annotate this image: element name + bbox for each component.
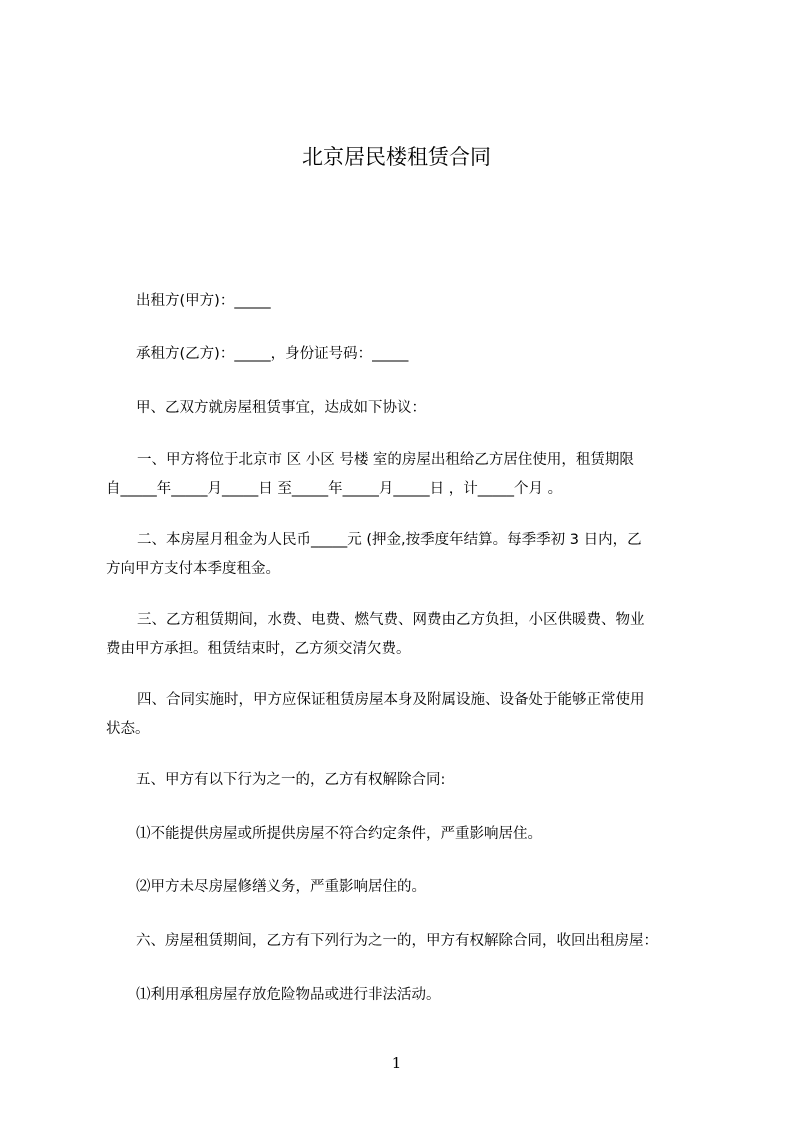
clause-2 [106, 526, 706, 584]
clause-3-line-1: 三、乙方租赁期间，水费、电费、燃气费、网费由乙方负担，小区供暖费、物业 [137, 612, 645, 628]
clause-5: 五、甲方有以下行为之一的，乙方有权解除合同: [136, 772, 446, 788]
clause-1 [106, 446, 706, 504]
page-number: 1 [391, 1054, 402, 1072]
clause-5-item-1: ⑴不能提供房屋或所提供房屋不符合约定条件，严重影响居住。 [136, 826, 542, 842]
party-b-line: 承租方(乙方)：_____，身份证号码：_____ [136, 346, 409, 362]
intro-line: 甲、乙双方就房屋租赁事宜，达成如下协议： [136, 400, 426, 416]
clause-5-item-2: ⑵甲方未尽房屋修缮义务，严重影响居住的。 [136, 879, 426, 895]
clause-4-line-1: 四、合同实施时，甲方应保证租赁房屋本身及附属设施、设备处于能够正常使用 [137, 692, 645, 708]
document-title: 北京居民楼租赁合同 [302, 145, 491, 169]
party-a-line: 出租方(甲方)：_____ [136, 293, 271, 309]
clause-2-line-1: 二、本房屋月租金为人民币_____元 (押金,按季度年结算。每季季初 3 日内，乙 [137, 532, 642, 548]
clause-4 [106, 686, 706, 744]
clause-6-item-1: ⑴利用承租房屋存放危险物品或进行非法活动。 [136, 987, 441, 1003]
clause-1-line-1: 一、甲方将位于北京市 区 小区 号楼 室的房屋出租给乙方居住使用，租赁期限 [137, 452, 634, 468]
clause-6: 六、房屋租赁期间，乙方有下列行为之一的，甲方有权解除合同，收回出租房屋： [136, 933, 658, 949]
clause-1-line-2: 自_____年_____月_____日 至_____年_____月_____日 ，计_____个月 。 [106, 481, 563, 497]
clause-3 [106, 606, 706, 664]
clause-4-line-2: 状态。 [106, 721, 150, 737]
clause-2-line-2: 方向甲方支付本季度租金。 [106, 561, 280, 577]
clause-3-line-2: 费由甲方承担。租赁结束时，乙方须交清欠费。 [106, 641, 411, 657]
